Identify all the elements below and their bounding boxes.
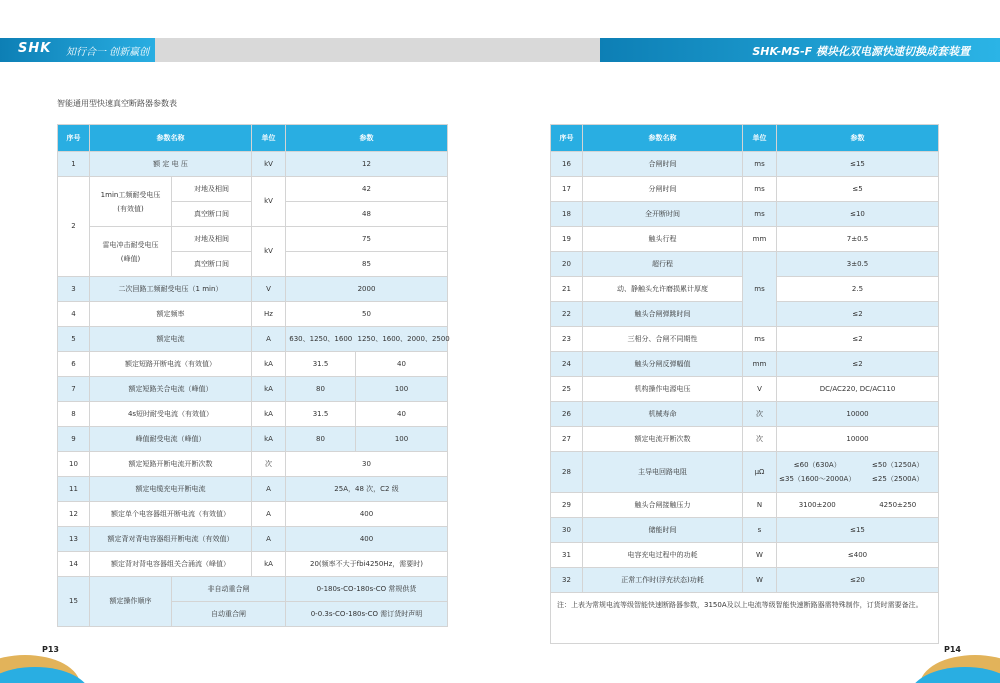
param-value: ≤400 [777,543,939,568]
table-row [551,177,939,202]
param-subname: 非自动重合闸 [172,577,286,602]
resistance-value: ≤35（1600～2000A） [779,475,856,483]
param-subname: 对地及相间 [172,227,252,252]
param-name: 额定背对背电容器组关合涌流（峰值） [90,552,252,577]
param-unit: ms [743,152,777,177]
col-header-unit: 单位 [743,125,777,152]
param-subname: 真空断口间 [172,252,252,277]
table-row [58,477,448,502]
param-name: 二次回路工频耐受电压（1 min） [90,277,252,302]
param-value: ≤2 [777,302,939,327]
row-no: 24 [551,352,583,377]
row-no: 11 [58,477,90,502]
row-no: 23 [551,327,583,352]
table-row [58,152,448,177]
row-no: 19 [551,227,583,252]
col-header-name: 参数名称 [90,125,252,152]
table-note: 注：上表为常规电流等级智能快速断路器参数，3150A及以上电流等级智能快速断路器需特殊制作，订货时需要备注。 [551,593,939,644]
row-no: 32 [551,568,583,593]
param-name: 超行程 [583,252,743,277]
table-row [551,543,939,568]
row-no: 16 [551,152,583,177]
param-name: 合闸时间 [583,152,743,177]
param-name: 触头行程 [583,227,743,252]
col-header-name: 参数名称 [583,125,743,152]
param-value-2: 100 [356,377,448,402]
param-name: 机构操作电源电压 [583,377,743,402]
param-name: 触头合闸接触压力 [583,493,743,518]
param-unit: kA [252,552,286,577]
row-no: 8 [58,402,90,427]
row-no: 14 [58,552,90,577]
table-header-row [551,125,939,152]
row-no: 3 [58,277,90,302]
param-value-1: 31.5 [286,402,356,427]
table-row [551,427,939,452]
param-name: 全开断时间 [583,202,743,227]
param-value: 12 [286,152,448,177]
corner-decoration-right [910,633,1000,683]
table-row [58,502,448,527]
param-name: 储能时间 [583,518,743,543]
row-no: 17 [551,177,583,202]
param-value: 7±0.5 [777,227,939,252]
param-unit: A [252,527,286,552]
param-value: 30 [286,452,448,477]
row-no: 22 [551,302,583,327]
row-no: 12 [58,502,90,527]
param-name: 额 定 电 压 [90,152,252,177]
param-value: 42 [286,177,448,202]
page-title: 智能通用型快速真空断路器参数表 [57,99,177,108]
table-row [58,552,448,577]
row-no: 13 [58,527,90,552]
param-name: 额定单个电容器组开断电流（有效值） [90,502,252,527]
param-value-2: 4250±250 [858,493,939,518]
param-unit: ms [743,202,777,227]
table-row [58,302,448,327]
col-header-value: 参数 [777,125,939,152]
row-no: 5 [58,327,90,352]
param-name: 额定电流开断次数 [583,427,743,452]
param-value: 0-0.3s-CO-180s-CO 需订货时声明 [286,602,448,627]
table-row [551,377,939,402]
param-value: 25A，48 次，C2 级 [286,477,448,502]
param-unit: ms [743,327,777,352]
row-no: 9 [58,427,90,452]
param-unit: 次 [252,452,286,477]
param-value: ≤2 [777,352,939,377]
page-number-right: P14 [944,645,961,654]
param-unit: kV [252,227,286,277]
param-value: DC/AC220, DC/AC110 [777,377,939,402]
param-value: 2.5 [777,277,939,302]
param-unit: kA [252,402,286,427]
table-row [551,493,939,518]
brand-block [0,38,155,62]
param-unit: N [743,493,777,518]
table-row [58,527,448,552]
param-name: 额定操作顺序 [90,577,172,627]
table-row [58,352,448,377]
row-no: 25 [551,377,583,402]
param-value-2: 100 [356,427,448,452]
param-unit: V [743,377,777,402]
param-value: ≤15 [777,152,939,177]
resistance-value: ≤25（2500A） [872,475,924,483]
row-no: 6 [58,352,90,377]
param-unit: mm [743,352,777,377]
param-value: ≤10 [777,202,939,227]
row-no: 18 [551,202,583,227]
row-no: 30 [551,518,583,543]
param-unit: W [743,543,777,568]
param-value: 3±0.5 [777,252,939,277]
table-row [551,452,939,493]
col-header-value: 参数 [286,125,448,152]
table-row [551,202,939,227]
param-value: 50 [286,302,448,327]
param-unit: kV [252,152,286,177]
row-no: 7 [58,377,90,402]
param-value-2: 40 [356,352,448,377]
param-value-1: 80 [286,377,356,402]
param-unit: ms [743,252,777,327]
row-no: 2 [58,177,90,277]
param-name: 分闸时间 [583,177,743,202]
corner-decoration-left [0,633,90,683]
table-row [58,377,448,402]
param-value-1: 31.5 [286,352,356,377]
col-header-unit: 单位 [252,125,286,152]
param-name: 额定短路开断电流（有效值） [90,352,252,377]
param-name: 正常工作时(浮充状态)功耗 [583,568,743,593]
param-subname: 对地及相间 [172,177,252,202]
table-row [58,327,448,352]
row-no: 10 [58,452,90,477]
table-row [551,402,939,427]
table-row [551,568,939,593]
col-header-no: 序号 [58,125,90,152]
top-banner [0,38,1000,62]
row-no: 26 [551,402,583,427]
param-unit: kA [252,377,286,402]
row-no: 31 [551,543,583,568]
param-name-main: 1min工频耐受电压 [100,190,161,199]
row-no: 21 [551,277,583,302]
param-name: 额定电缆充电开断电流 [90,477,252,502]
resistance-value: ≤50（1250A） [872,461,924,469]
param-unit: Hz [252,302,286,327]
param-name: 电容充电过程中的功耗 [583,543,743,568]
param-name: 额定短路开断电流开断次数 [90,452,252,477]
param-unit: kA [252,427,286,452]
table-row [551,152,939,177]
param-name-sub: (峰值) [120,254,141,263]
param-unit: A [252,327,286,352]
param-unit: kA [252,352,286,377]
param-name-sub: (有效值) [117,204,144,213]
param-unit: V [252,277,286,302]
param-value: ≤2 [777,327,939,352]
param-name: 额定短路关合电流（峰值） [90,377,252,402]
table-row [551,518,939,543]
table-row [58,452,448,477]
param-name: 三相分、合闸不同期性 [583,327,743,352]
product-title-block [600,38,1000,62]
company-slogan: 知行合一 创新赢创 [66,47,150,58]
page-number-left: P13 [42,645,59,654]
product-title: SHK-MS-F 模块化双电源快速切换成套装置 [752,45,970,58]
param-name: 额定频率 [90,302,252,327]
table-row [551,227,939,252]
param-subname: 自动重合闸 [172,602,286,627]
param-value: 48 [286,202,448,227]
param-value: 2000 [286,277,448,302]
param-unit: 次 [743,427,777,452]
param-value-1: 80 [286,427,356,452]
table-row [58,577,448,602]
param-value: ≤15 [777,518,939,543]
param-value: 10000 [777,427,939,452]
left-parameter-table [57,124,448,627]
param-unit: kV [252,177,286,227]
param-unit: mm [743,227,777,252]
right-parameter-table [550,124,939,644]
param-value-1 [777,452,858,493]
param-name: 动、静触头允许磨损累计厚度 [583,277,743,302]
row-no: 27 [551,427,583,452]
table-row [58,427,448,452]
param-name [90,227,172,277]
row-no: 20 [551,252,583,277]
param-unit: W [743,568,777,593]
row-no: 28 [551,452,583,493]
table-row [551,252,939,277]
param-name: 触头合闸弹跳时间 [583,302,743,327]
table-row [58,277,448,302]
table-row [58,177,448,202]
param-value-1: 3100±200 [777,493,858,518]
param-value: 400 [286,527,448,552]
param-name: 4s短时耐受电流（有效值） [90,402,252,427]
param-name: 额定背对背电容器组开断电流（有效值） [90,527,252,552]
param-value: 85 [286,252,448,277]
param-value-1: 630、1250、1600 [286,327,356,352]
param-name: 额定电流 [90,327,252,352]
param-value: ≤5 [777,177,939,202]
param-value-2: 1250、1600、2000、2500 [356,327,448,352]
table-header-row [58,125,448,152]
param-subname: 真空断口间 [172,202,252,227]
param-value: 0-180s-CO-180s-CO 常规供货 [286,577,448,602]
param-value-2 [858,452,939,493]
param-unit: μΩ [743,452,777,493]
table-row [58,227,448,252]
param-value: 400 [286,502,448,527]
param-value-2: 40 [356,402,448,427]
param-value: ≤20 [777,568,939,593]
table-row [58,402,448,427]
param-name: 主导电回路电阻 [583,452,743,493]
row-no: 1 [58,152,90,177]
param-name: 触头分闸反弹幅值 [583,352,743,377]
param-unit: s [743,518,777,543]
company-logo: SHK [18,41,52,56]
table-row [551,352,939,377]
param-value: 20(频率不大于fbi4250Hz，需要时) [286,552,448,577]
col-header-no: 序号 [551,125,583,152]
param-unit: A [252,477,286,502]
param-value: 10000 [777,402,939,427]
param-unit: A [252,502,286,527]
row-no: 4 [58,302,90,327]
param-name: 机械寿命 [583,402,743,427]
param-unit: ms [743,177,777,202]
row-no: 29 [551,493,583,518]
param-unit: 次 [743,402,777,427]
param-value: 75 [286,227,448,252]
table-row [551,327,939,352]
resistance-value: ≤60（630A） [793,461,841,469]
table-note-row [551,593,939,644]
param-name-main: 雷电冲击耐受电压 [102,240,159,249]
row-no: 15 [58,577,90,627]
param-name [90,177,172,227]
param-name: 峰值耐受电流（峰值） [90,427,252,452]
